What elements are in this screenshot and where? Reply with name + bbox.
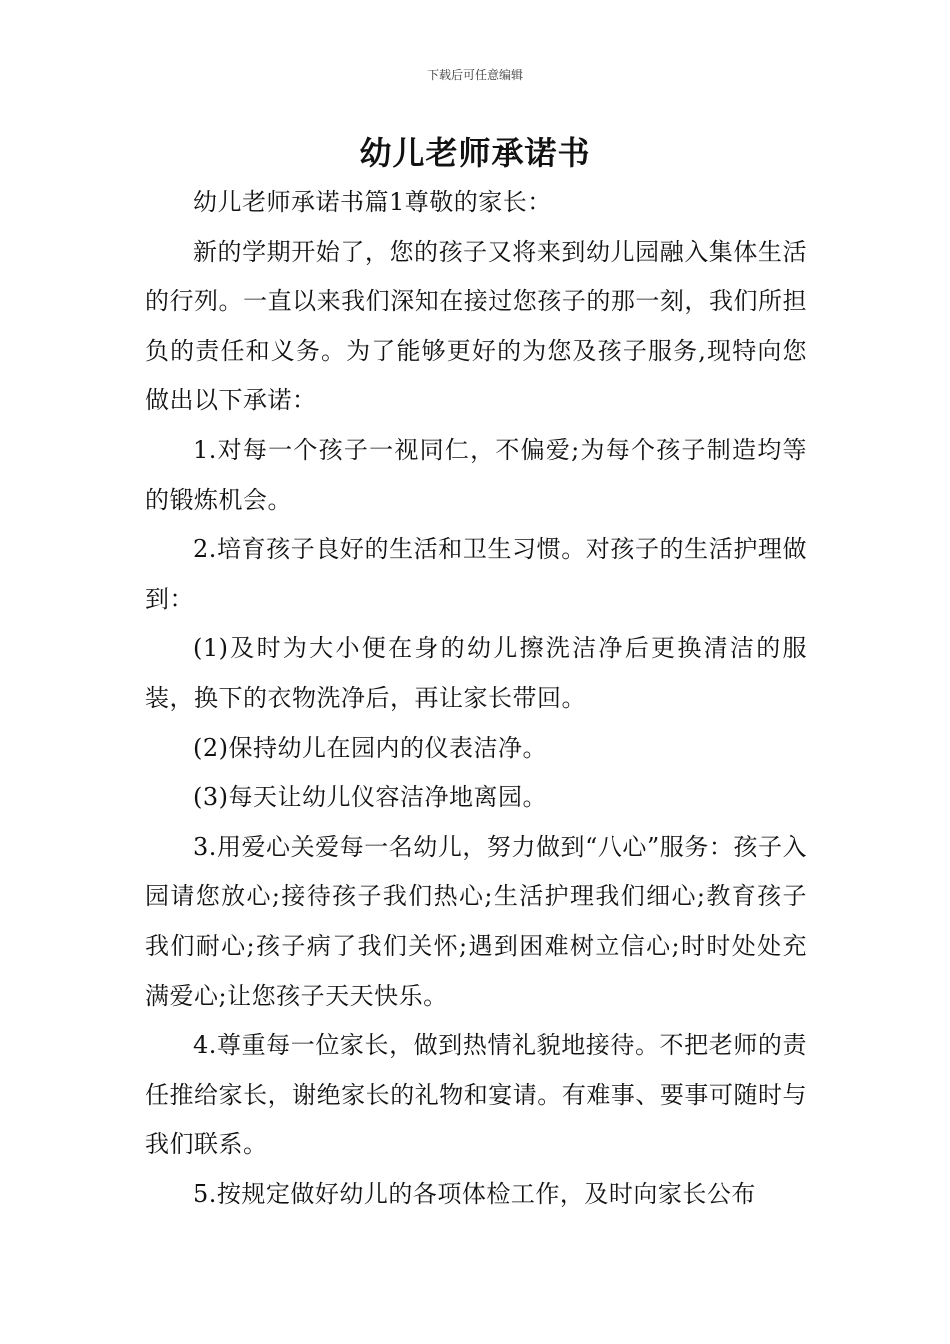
page-title: 幼儿老师承诺书: [359, 134, 591, 172]
paragraph-subitem-2: (2)保持幼儿在园内的仪表洁净。: [193, 733, 547, 762]
paragraph-item-2: 2.培育孩子良好的生活和卫生习惯。对孩子的生活护理做到：: [145, 535, 807, 613]
header-note: 下载后可任意编辑: [426, 68, 523, 82]
paragraph-subitem-1: (1)及时为大小便在身的幼儿擦洗洁净后更换清洁的服装，换下的衣物洗净后，再让家长带回。: [145, 634, 807, 712]
paragraph-item-1: 1.对每一个孩子一视同仁，不偏爱;为每个孩子制造均等的锻炼机会。: [145, 435, 807, 514]
paragraph-item-3: 3.用爱心关爱每一名幼儿，努力做到“八心”服务：孩子入园请您放心;接待孩子我们热心;生活护理我们细心;教育孩子我们耐心;孩子病了我们关怀;遇到困难树立信心;时时处处充满爱心;让您孩子天天快乐。: [145, 832, 807, 1010]
paragraph-item-5: 5.按规定做好幼儿的各项体检工作，及时向家长公布: [193, 1179, 756, 1208]
paragraph-opening: 新的学期开始了，您的孩子又将来到幼儿园融入集体生活的行列。一直以来我们深知在接过您孩子的那一刻，我们所担负的责任和义务。为了能够更好的为您及孩子服务,现特向您做出以下承诺：: [145, 237, 807, 415]
paragraph-subitem-3: (3)每天让幼儿仪容洁净地离园。: [193, 783, 547, 812]
paragraph-intro: 幼儿老师承诺书篇1尊敬的家长：: [193, 188, 552, 216]
document-body: [145, 178, 807, 1219]
paragraph-item-4: 4.尊重每一位家长，做到热情礼貌地接待。不把老师的责任推给家长，谢绝家长的礼物和宴请。有难事、要事可随时与我们联系。: [145, 1031, 807, 1159]
